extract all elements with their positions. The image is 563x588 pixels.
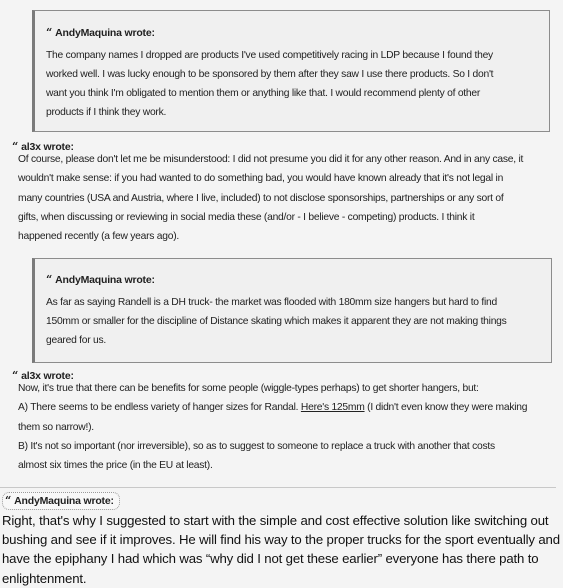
- reply-line: wouldn't make sense: if you had wanted to do something bad, you would have known already that it's not legal in: [18, 173, 504, 185]
- reply-line: almost six times the price (in the EU at least).: [18, 460, 213, 472]
- reply-line: many countries (USA and Austria, where I live, included) to not disclose sponsorships, partnerships or any sort of: [18, 192, 504, 204]
- quote-author: al3x wrote:: [21, 141, 74, 153]
- reply-text: A) There seems to be endless variety of hanger sizes for Randal.: [18, 402, 301, 414]
- quote-line: The company names I dropped are products I've used competitively racing in LDP because I found they: [46, 50, 493, 61]
- reply-line: Now, it's true that there can be benefits for some people (wiggle-types perhaps) to get shorter hangers, but:: [18, 383, 479, 394]
- quote-author: AndyMaquina wrote:: [14, 495, 114, 507]
- reply-line: Right, that's why I suggested to start with the simple and cost effective solution like switching out: [2, 513, 549, 528]
- quote-line: As far as saying Randell is a DH truck- the market was flooded with 180mm size hangers but hard to find: [46, 297, 497, 308]
- reply-line: them so narrow!).: [18, 421, 94, 433]
- quote-text: [46, 293, 550, 350]
- reply-line: happened recently (a few years ago).: [18, 231, 179, 243]
- reply-line: gifts, when discussing or reviewing in social media these (and/or - I believe - competing) products. I think it: [18, 211, 475, 223]
- quote-author: AndyMaquina wrote:: [55, 274, 155, 286]
- quote-line: geared for us.: [46, 335, 107, 346]
- reply-line: have the epiphany I had which was “why did I not get these earlier” everyone has there path to: [2, 551, 539, 567]
- quote-author: al3x wrote:: [21, 370, 74, 382]
- hanger-125mm-link[interactable]: Here's 125mm: [300, 402, 365, 414]
- quote-icon: “: [12, 140, 19, 153]
- quote-line: products if I think they work.: [46, 107, 167, 118]
- quote-citation: [46, 26, 155, 39]
- reply-line: B) It's not so important (nor irreversible), so as to suggest to someone to replace a truck with another that costs: [18, 440, 495, 452]
- quote-text: [46, 46, 548, 122]
- quote-icon: “: [46, 26, 53, 39]
- quoted-reply-text: [18, 150, 558, 246]
- reply-text: (I didn't even know they were making: [364, 402, 528, 414]
- quote-line: want you think I'm obligated to mention them or anything like that. I would recommend plenty of other: [46, 88, 481, 99]
- quote-line: worked well. I was lucky enough to be sponsored by them after they saw I use there products. So I don't: [46, 69, 494, 80]
- divider: [0, 487, 556, 488]
- reply-body: [2, 511, 562, 588]
- reply-line: [18, 398, 558, 417]
- quote-icon: “: [46, 273, 53, 286]
- reply-line: bushing and see if it improves. He will find his way to the proper trucks for the sport eventually and: [2, 532, 560, 548]
- quoted-reply-text: [18, 379, 558, 475]
- quote-author: AndyMaquina wrote:: [55, 27, 155, 39]
- quote-icon: “: [12, 369, 19, 382]
- quote-citation: [46, 273, 155, 286]
- reply-line: Of course, please don't let me be misunderstood: I did not presume you did it for any other reason. And in any case, it: [18, 154, 524, 165]
- reply-line: enlightenment.: [2, 570, 87, 586]
- quote-citation: [2, 492, 120, 510]
- quote-icon: “: [5, 494, 12, 507]
- quote-line: 150mm or smaller for the discipline of Distance skating which makes it apparent they are not making things: [46, 316, 507, 327]
